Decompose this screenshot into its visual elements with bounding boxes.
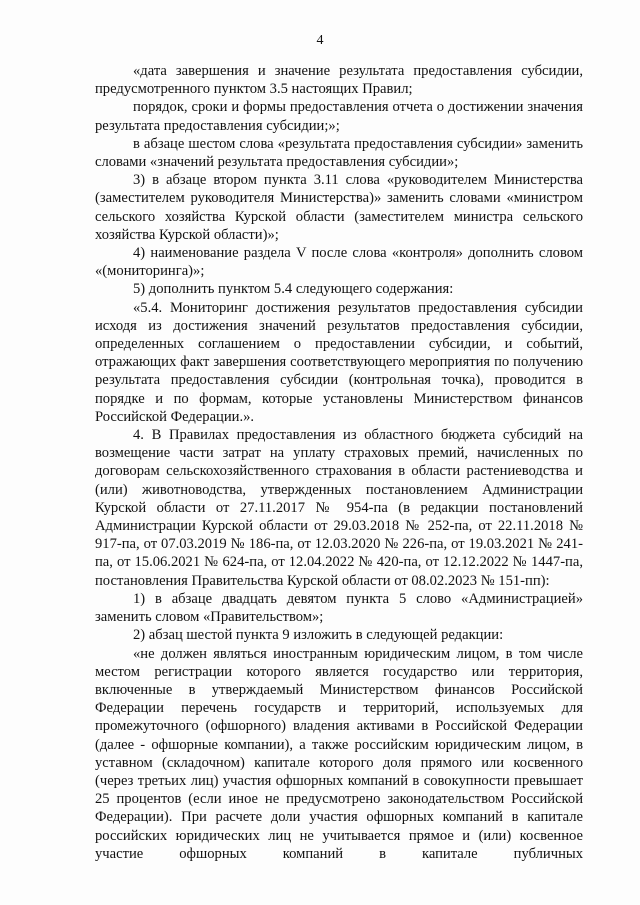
paragraph: «5.4. Мониторинг достижения результатов предоставления субсидии исходя из достижения значений результатов предоставления субсидии, определенных соглашением о предоставлении субсидии, и событий, отражающих факт завершения соответствующего мероприятия по получению результата предоставления субсидии (контрольная точка), проводится в порядке и по формам, которые установлены Министерством финансов Российской Федерации.». [95,299,583,425]
paragraph: 2) абзац шестой пункта 9 изложить в следующей редакции: [133,627,504,644]
paragraph: «дата завершения и значение результата предоставления субсидии, предусмотренного пунктом 3.5 настоящих Правил; [95,63,583,98]
paragraph: в абзаце шестом слова «результата предоставления субсидии» заменить словами «значений результата предоставления субсидии»; [95,135,583,171]
paragraph: порядок, сроки и формы предоставления отчета о достижении значения результата предоставления субсидии;»; [95,99,583,134]
paragraph: 4. В Правилах предоставления из областного бюджета субсидий на возмещение части затрат на уплату страховых премий, начисленных по договорам сельскохозяйственного страхования в области растениеводства и (или) животноводства, утвержденных постановлением Администрации Курской области от 27.11.2017 № 954-па (в редакции постановлений Администрации Курской области от 29.03.2018 № 252-па, от 22.11.2018 № 917-па, от 07.03.2019 № 186-па, от 12.03.2020 № 226-па, от 19.03.2021 № 241-па, от 15.06.2021 № 624-па, от 12.04.2022 № 420-па, от 12.12.2022 № 1447-па, постановления Правительства Курской области от 08.02.2023 № 151-пп): [95,427,583,589]
paragraph: «не должен являться иностранным юридическим лицом, в том числе местом регистрации которого является государство или территория, включенные в утверждаемый Министерством финансов Российской Федерации перечень государств и территорий, используемых для промежуточного (офшорного) владения активами в Российской Федерации (далее - офшорные компании), а также российским юридическим лицом, в уставном (складочном) капитале которого доля прямого или косвенного (через третьих лиц) участия офшорных компаний в совокупности превышает 25 процентов (если иное не предусмотрено законодательством Российской Федерации). При расчете доли участия офшорных компаний в капитале российских юридических лиц не учитывается прямое и (или) косвенное участие офшорных компаний в капитале публичных [95,645,583,862]
paragraph: 1) в абзаце двадцать девятом пункта 5 слово «Администрацией» заменить словом «Правительством»; [95,590,583,626]
paragraph: 4) наименование раздела V после слова «контроля» дополнить словом «(мониторинга)»; [95,245,583,280]
paragraph: 3) в абзаце втором пункта 3.11 слова «руководителем Министерства (заместителем руководителя Министерства)» заменить словами «министром сельского хозяйства Курской области (заместителем министра сельского хозяйства Курской области)»; [95,172,583,243]
paragraph: 5) дополнить пунктом 5.4 следующего содержания: [133,281,454,298]
document-body [95,62,583,863]
page-number: 4 [316,33,324,48]
